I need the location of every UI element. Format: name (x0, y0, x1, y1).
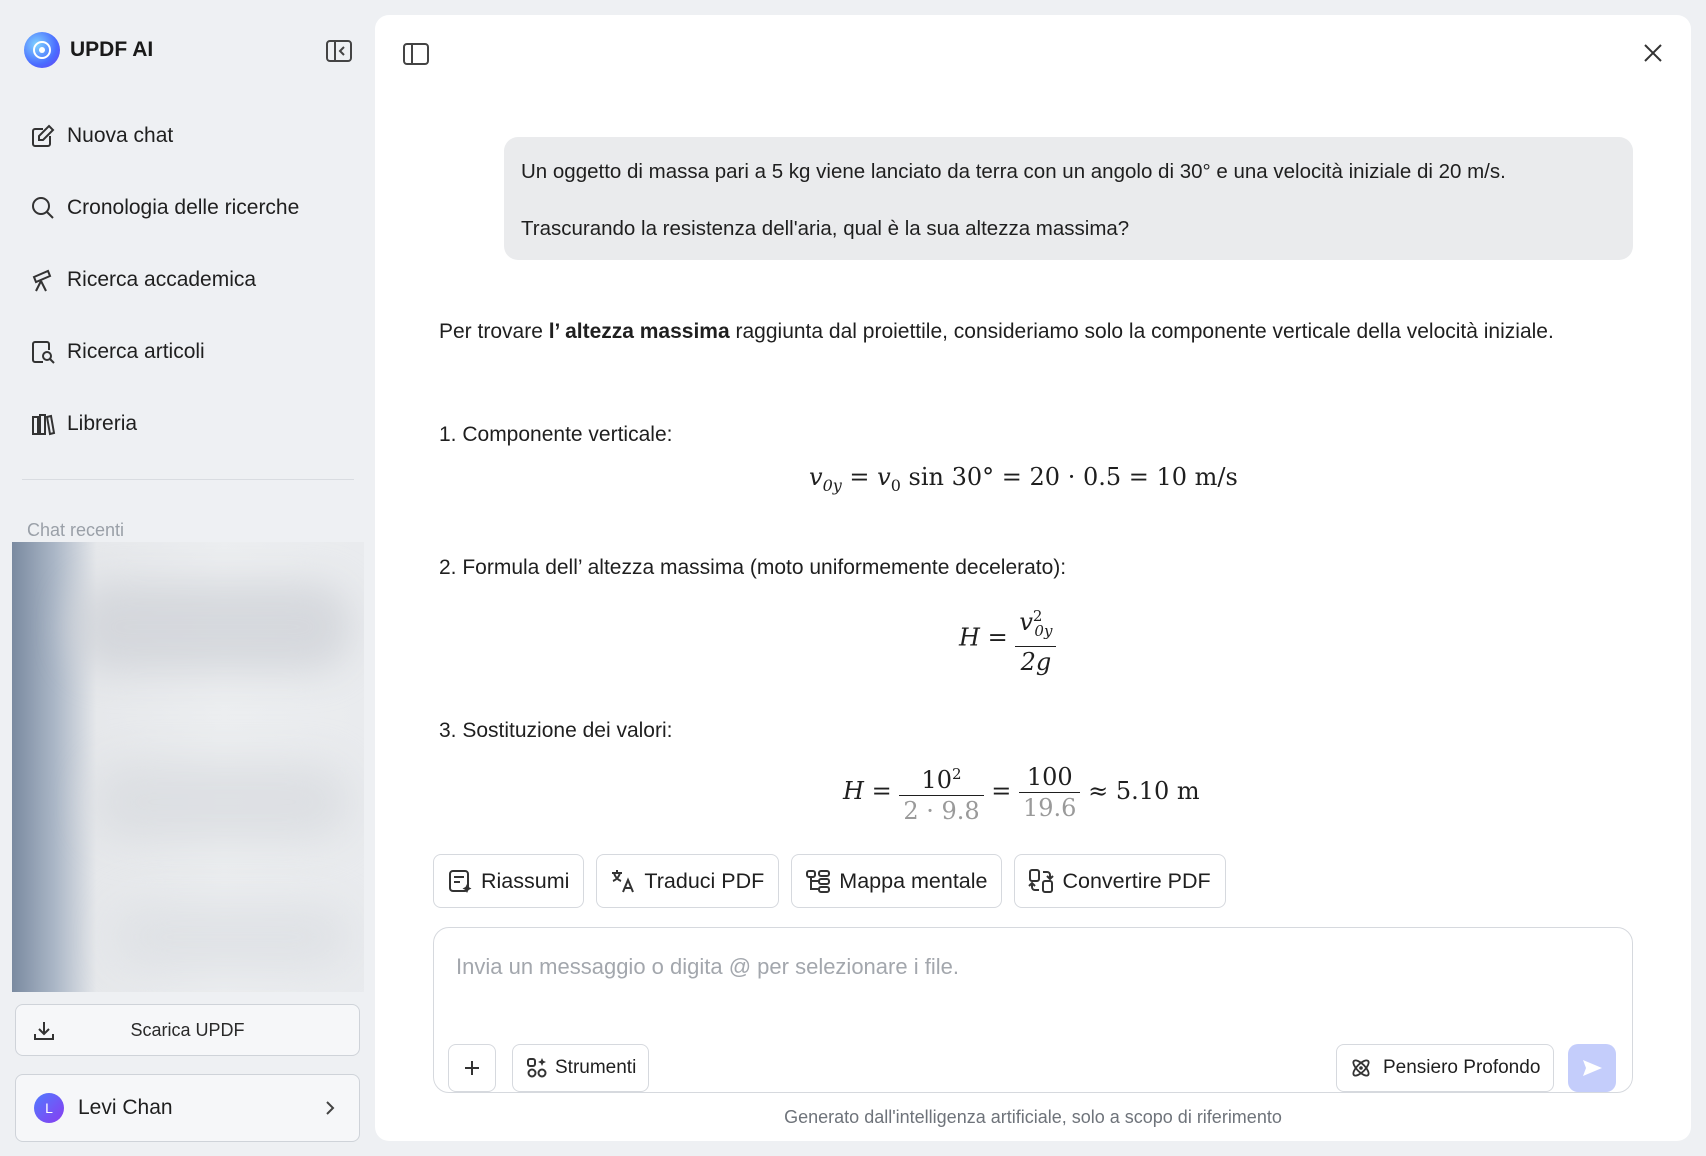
chip-label: Riassumi (481, 868, 570, 893)
chat-panel (375, 15, 1691, 1141)
eq-den: 2 · 9.8 (903, 797, 980, 825)
library-icon (30, 411, 56, 437)
message-input[interactable] (456, 950, 1606, 984)
user-name: Levi Chan (78, 1096, 173, 1119)
send-icon (1580, 1056, 1604, 1080)
recent-chats-list[interactable] (12, 542, 364, 992)
chevron-right-icon (323, 1098, 337, 1118)
mind-map-button[interactable] (791, 854, 1002, 908)
step-heading: 3. Sostituzione dei valori: (439, 719, 673, 742)
brand[interactable] (24, 32, 153, 68)
blurred-chat-item (92, 762, 352, 842)
eq-var: v (809, 463, 823, 491)
eq-num: 10 (921, 766, 952, 794)
eq-sub: 0y (822, 475, 842, 495)
tools-icon (525, 1056, 549, 1080)
sidebar-divider (22, 479, 354, 480)
sidebar-item-article-search[interactable] (20, 324, 356, 380)
step-heading: 1. Componente verticale: (439, 423, 673, 446)
step-heading: 2. Formula dell’ altezza massima (moto uniformemente decelerato): (439, 556, 1067, 579)
chip-label: Traduci PDF (644, 868, 765, 893)
equation-max-height-formula: H = $\frac{v^2_{0y}}{2g}$ (959, 601, 1056, 677)
intro-text: Per trovare (439, 320, 549, 343)
eq-rest: sin 30° = 20 · 0.5 = 10 m/s (900, 463, 1238, 491)
download-updf-button[interactable] (15, 1004, 360, 1056)
collapse-sidebar-button[interactable] (324, 38, 354, 64)
sidebar-nav (20, 108, 356, 468)
eq-var: H (959, 623, 980, 652)
deep-thinking-label: Pensiero Profondo (1383, 1057, 1541, 1078)
eq-var: v (1019, 608, 1033, 636)
user-message-line: Un oggetto di massa pari a 5 kg viene lanciato da terra con un angolo di 30° e una velocità iniziale di 20 m/s. (521, 160, 1506, 183)
eq-result: ≈ 5.10 m (1088, 777, 1200, 805)
user-message-line: Trascurando la resistenza dell'aria, qual è la sua altezza massima? (521, 217, 1130, 240)
sidebar-item-library[interactable] (20, 396, 356, 452)
deep-thinking-toggle[interactable] (1336, 1044, 1554, 1092)
sidebar-item-label: Ricerca articoli (67, 340, 205, 363)
eq-den: 19.6 (1023, 794, 1077, 822)
equation-substitution: H = $\frac{10^2}{2 \cdot 9.8}$ = $\frac{100}{19.6}$ ≈ 5.10 m (843, 759, 1200, 826)
recent-chats-heading: Chat recenti (27, 520, 125, 540)
eq-sup: 2 (951, 765, 962, 783)
fraction (899, 759, 983, 826)
eq-var: H (843, 777, 864, 805)
convert-icon (1027, 867, 1055, 895)
search-icon (30, 195, 56, 221)
fraction (1019, 762, 1080, 823)
close-icon (1639, 39, 1667, 67)
convert-pdf-button[interactable] (1014, 854, 1225, 908)
download-icon (32, 1019, 56, 1043)
article-search-icon (30, 339, 56, 365)
atom-icon (1349, 1056, 1373, 1080)
intro-text: raggiunta dal proiettile, consideriamo solo la componente verticale della velocità iniziale. (729, 320, 1554, 343)
mindmap-icon (804, 867, 832, 895)
send-button[interactable] (1568, 1044, 1616, 1092)
tools-label: Strumenti (555, 1057, 637, 1078)
eq-num: 100 (1019, 762, 1080, 793)
blurred-chat-item (72, 582, 352, 672)
ai-disclaimer: Generato dall'intelligenza artificiale, solo a scopo di riferimento (784, 1107, 1282, 1127)
message-composer (433, 927, 1633, 1093)
sidebar-collapse-icon (324, 38, 354, 64)
chip-label: Convertire PDF (1062, 868, 1211, 893)
eq-den: 2g (1020, 647, 1052, 676)
equation-vertical-component: $v_{0y} = v_0$ sin 30° = 20 · 0.5 = 10 m/s (809, 463, 1238, 495)
sidebar-item-academic-search[interactable] (20, 252, 356, 308)
eq-var: v (877, 463, 891, 491)
sidebar-item-search-history[interactable] (20, 180, 356, 236)
summarize-icon (446, 867, 474, 895)
sidebar-item-label: Nuova chat (67, 124, 174, 147)
eq-sub: 0y (1034, 621, 1053, 640)
close-button[interactable] (1639, 39, 1667, 67)
toggle-panel-button[interactable] (401, 41, 431, 67)
app-name: UPDF AI (70, 38, 154, 61)
blurred-chat-item (112, 902, 352, 972)
edit-icon (30, 123, 56, 149)
intro-bold-text: l’ altezza massima (548, 320, 730, 343)
summarize-button[interactable] (433, 854, 584, 908)
eq-sub: 0 (890, 475, 901, 495)
quick-actions (433, 854, 1226, 908)
answer-intro (439, 311, 1589, 352)
translate-icon (609, 867, 637, 895)
sidebar-item-label: Ricerca accademica (67, 268, 257, 291)
telescope-icon (30, 267, 56, 293)
download-label: Scarica UPDF (130, 1019, 245, 1040)
panel-icon (401, 41, 431, 67)
user-account-button[interactable] (15, 1074, 360, 1142)
avatar: L (34, 1093, 64, 1123)
tools-button[interactable] (512, 1044, 649, 1092)
translate-pdf-button[interactable] (596, 854, 779, 908)
fraction (1015, 601, 1056, 677)
add-attachment-button[interactable] (448, 1044, 496, 1092)
user-message-bubble (504, 137, 1633, 260)
sidebar (0, 0, 372, 1156)
plus-icon (462, 1058, 482, 1078)
eq-sup: 2 (1032, 607, 1043, 625)
sidebar-item-label: Cronologia delle ricerche (67, 196, 300, 219)
updf-logo-icon (24, 32, 60, 68)
chip-label: Mappa mentale (839, 868, 988, 893)
sidebar-item-new-chat[interactable] (20, 108, 356, 164)
sidebar-item-label: Libreria (67, 412, 138, 435)
